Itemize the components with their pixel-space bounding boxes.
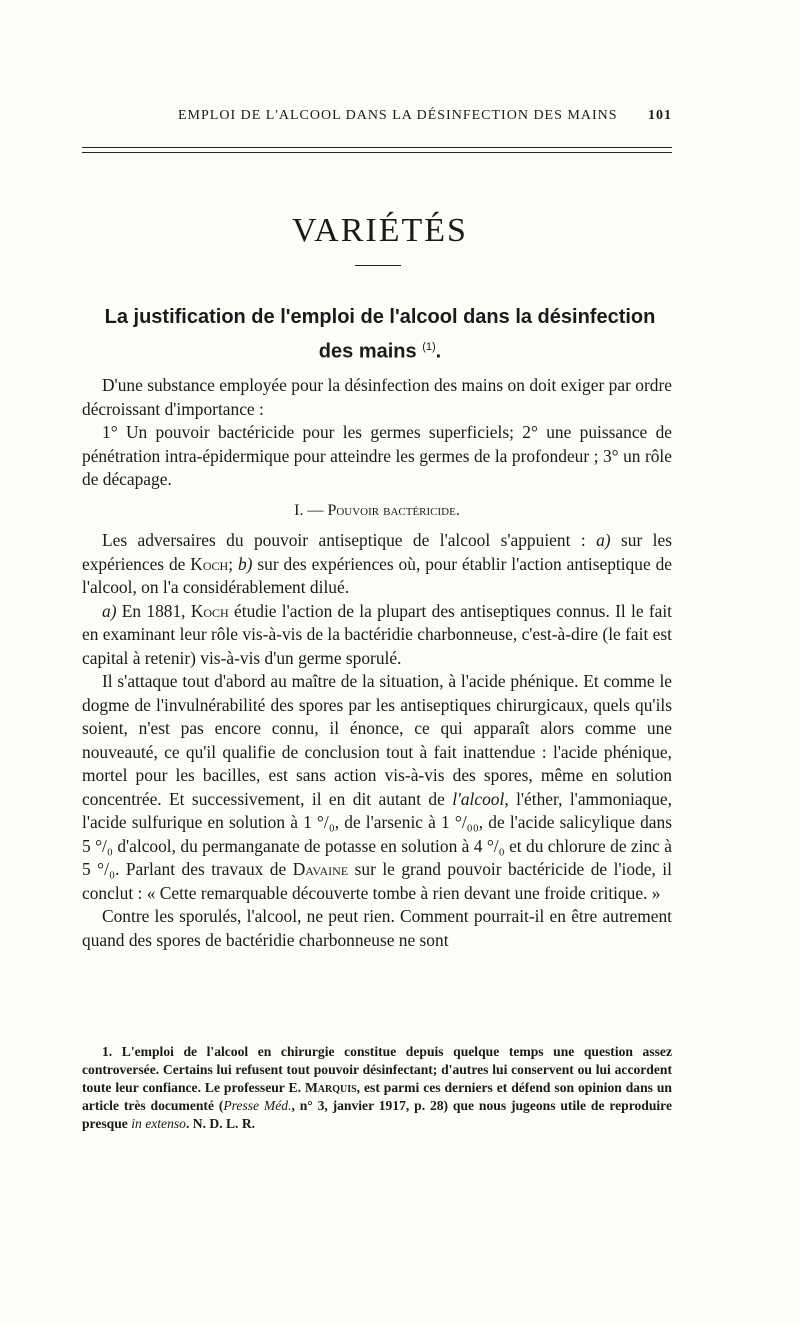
article-title-text: La justification de l'emploi de l'alcool dans la désinfection des mains — [104, 306, 656, 363]
footnote-in-extenso: in extenso — [131, 1116, 186, 1131]
paragraph-2: 1° Un pouvoir bactéricide pour les germes superficiels; 2° une puissance de pénétration intra-épidermique pour atteindre les germes de la profondeur ; 3° un rôle de décapage. — [82, 422, 672, 489]
p3-text-b: sur les expériences de — [82, 530, 672, 574]
p5-alcool: l'alcool — [452, 788, 505, 809]
article-title-end: . — [435, 340, 442, 363]
p3-author-name: Koch — [190, 553, 229, 574]
section-heading — [82, 499, 672, 523]
running-head-title: EMPLOI DE L'ALCOOL DANS LA DÉSINFECTION DES MAINS — [178, 108, 618, 123]
p5-author-name: Davaine — [292, 859, 349, 879]
p4-text-b: étudie l'action de la plupart des antiseptiques connus. Il le fait en examinant leur rôle vis-à-vis de la bactéridie charbonneuse, c'est-à-dire (le fait est capital à retenir) vis-à-vis d'un germe sporulé. — [82, 600, 672, 668]
footnote-ref: (1) — [422, 341, 436, 353]
footnote-text-b: , est parmi ces derniers et défend son opinion dans un article très documenté ( — [82, 1080, 672, 1113]
paragraph-3 — [82, 529, 672, 600]
footnote-1 — [82, 1043, 672, 1133]
footnote-author-name: Marquis — [304, 1080, 357, 1095]
article-body — [82, 374, 672, 952]
title-divider — [355, 265, 401, 266]
footnote-text-c: , n° 3, janvier 1917, p. 28) que nous jugeons utile de reproduire presque — [82, 1098, 672, 1131]
paragraph-4 — [82, 600, 672, 671]
footnotes — [82, 1043, 672, 1133]
section-title: VARIÉTÉS — [292, 212, 468, 249]
p5-text-b: , l'éther, l'ammoniaque, l'acide sulfurique en solution à 1 °/₀, de l'arsenic à 1 °/₀₀, de l'acide salicylique dans 5 °/₀ d'alcool, du permanganate de potasse en solution à 4 °/₀ et du chlorure de zinc à 5 °/₀. Parlant des travaux de — [82, 788, 672, 879]
paragraph-6: Contre les sporulés, l'alcool, ne peut rien. Comment pourrait-il en être autrement quand des spores de bactéridie charbonneuse ne sont — [82, 906, 672, 950]
header-rule-top — [82, 147, 672, 148]
p3-text-d: sur des expériences où, pour établir l'action antiseptique de l'alcool, on l'a considérablement dilué. — [82, 553, 672, 597]
p3-text-c: ; — [228, 553, 234, 574]
footnote-text-a: 1. L'emploi de l'alcool en chirurgie constitue depuis quelque temps une question assez controversée. Certains lui refusent tout pouvoir désinfectant; d'autres lui conservent ou lui accordent toute leur confiance. Le professeur E. — [82, 1044, 672, 1095]
p4-author-name: Koch — [190, 600, 229, 621]
section-heading-numeral: I. — — [294, 501, 324, 519]
section-heading-label: Pouvoir bactéricide — [327, 501, 456, 519]
p3-mark-b: b) — [237, 553, 253, 574]
footnote-text-d: . N. D. L. R. — [185, 1116, 256, 1131]
paragraph-5 — [82, 670, 672, 905]
p3-text-a: Les adversaires du pouvoir antiseptique de l'alcool s'appuient : — [102, 530, 586, 550]
p3-mark-a: a) — [596, 530, 611, 550]
footnote-journal: Presse Méd. — [223, 1098, 292, 1113]
page-number: 101 — [648, 108, 672, 123]
header-rule-bottom — [82, 152, 672, 153]
p4-text-a: En 1881, — [121, 600, 186, 621]
paragraph-1: D'une substance employée pour la désinfection des mains on doit exiger par ordre décroissant d'importance : — [82, 375, 672, 419]
p5-text-a: Il s'attaque tout d'abord au maître de la situation, à l'acide phénique. Et comme le dogme de l'invulnérabilité des spores par les antiseptiques chirurgicaux, quels qu'ils soient, n'est pas encore connu, il énonce, ce qui apparaît alors comme une nouveauté, ce qu'il qualifie de conclusion tout à fait inattendue : l'acide phénique, mortel pour les bacilles, est sans action vis-à-vis des spores, même en solution concentrée. Et successivement, il en dit autant de — [82, 671, 672, 809]
p4-mark: a) — [102, 600, 117, 621]
section-heading-end: . — [455, 501, 460, 519]
article-title — [100, 302, 660, 367]
p5-text-c: sur le grand pouvoir bactéricide de l'iode, il conclut : « Cette remarquable découverte tombe à rien devant une froide critique. » — [82, 859, 672, 903]
